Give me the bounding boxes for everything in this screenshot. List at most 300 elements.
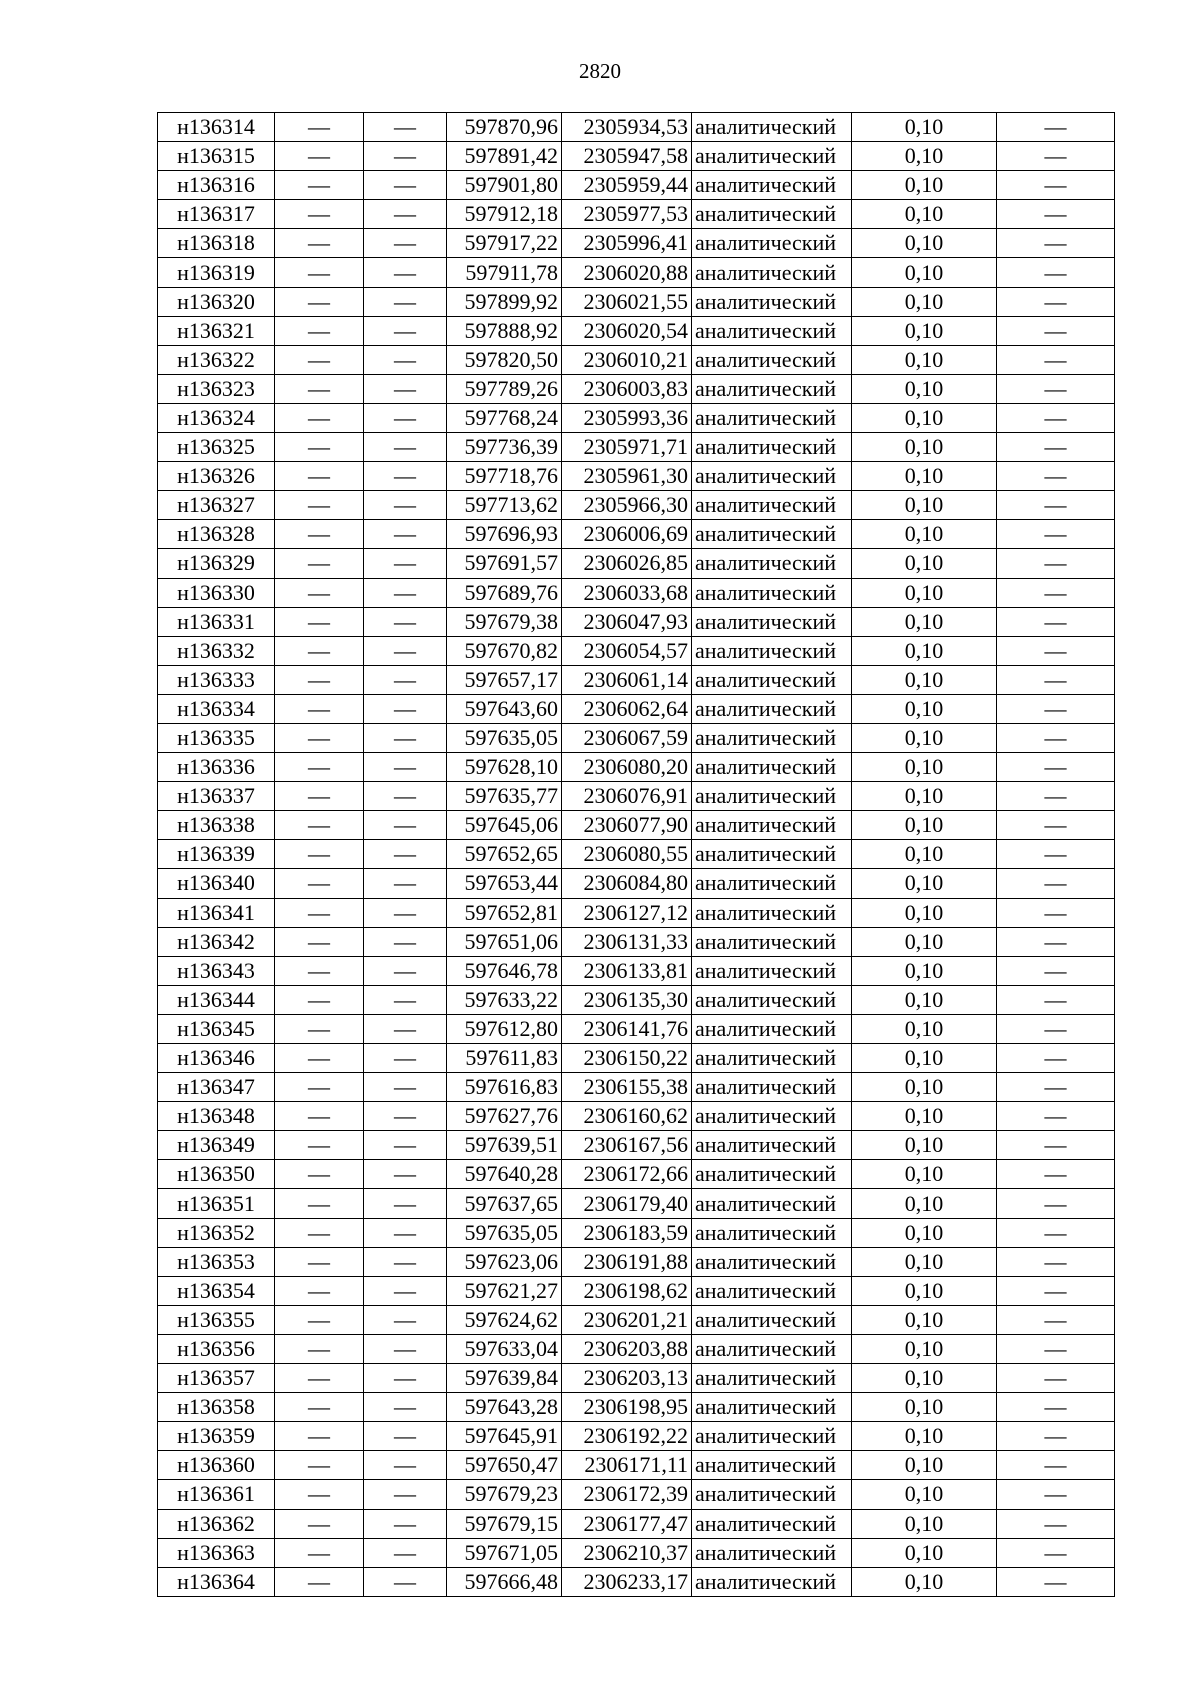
old-y-cell: —	[364, 1334, 447, 1363]
table-row	[158, 345, 1115, 374]
table-row	[158, 549, 1115, 578]
x-coordinate-cell: 597696,93	[447, 520, 562, 549]
x-coordinate-cell: 597637,65	[447, 1189, 562, 1218]
error-cell: 0,10	[852, 840, 997, 869]
table-row	[158, 1131, 1115, 1160]
point-number-cell: н136362	[158, 1509, 275, 1538]
old-y-cell: —	[364, 1480, 447, 1509]
table-row	[158, 316, 1115, 345]
table-row	[158, 171, 1115, 200]
error-cell: 0,10	[852, 316, 997, 345]
error-cell: 0,10	[852, 723, 997, 752]
point-number-cell: н136351	[158, 1189, 275, 1218]
table-row	[158, 520, 1115, 549]
old-x-cell: —	[275, 1393, 364, 1422]
x-coordinate-cell: 597666,48	[447, 1567, 562, 1596]
point-number-cell: н136333	[158, 665, 275, 694]
old-y-cell: —	[364, 985, 447, 1014]
method-cell: аналитический	[692, 258, 852, 287]
error-cell: 0,10	[852, 1509, 997, 1538]
old-y-cell: —	[364, 1567, 447, 1596]
error-cell: 0,10	[852, 142, 997, 171]
old-y-cell: —	[364, 811, 447, 840]
old-y-cell: —	[364, 491, 447, 520]
old-y-cell: —	[364, 869, 447, 898]
point-number-cell: н136316	[158, 171, 275, 200]
error-cell: 0,10	[852, 607, 997, 636]
old-y-cell: —	[364, 113, 447, 142]
old-x-cell: —	[275, 869, 364, 898]
error-cell: 0,10	[852, 345, 997, 374]
method-cell: аналитический	[692, 403, 852, 432]
error-cell: 0,10	[852, 869, 997, 898]
method-cell: аналитический	[692, 113, 852, 142]
table-row	[158, 869, 1115, 898]
old-y-cell: —	[364, 1538, 447, 1567]
x-coordinate-cell: 597633,22	[447, 985, 562, 1014]
method-cell: аналитический	[692, 316, 852, 345]
old-y-cell: —	[364, 1451, 447, 1480]
old-x-cell: —	[275, 1567, 364, 1596]
description-cell: —	[997, 1567, 1115, 1596]
x-coordinate-cell: 597689,76	[447, 578, 562, 607]
old-x-cell: —	[275, 1451, 364, 1480]
y-coordinate-cell: 2306172,39	[562, 1480, 692, 1509]
point-number-cell: н136318	[158, 229, 275, 258]
point-number-cell: н136330	[158, 578, 275, 607]
description-cell: —	[997, 927, 1115, 956]
table-row	[158, 753, 1115, 782]
error-cell: 0,10	[852, 578, 997, 607]
old-y-cell: —	[364, 753, 447, 782]
description-cell: —	[997, 433, 1115, 462]
x-coordinate-cell: 597691,57	[447, 549, 562, 578]
old-y-cell: —	[364, 1509, 447, 1538]
error-cell: 0,10	[852, 287, 997, 316]
old-x-cell: —	[275, 985, 364, 1014]
x-coordinate-cell: 597917,22	[447, 229, 562, 258]
old-x-cell: —	[275, 374, 364, 403]
old-y-cell: —	[364, 840, 447, 869]
old-y-cell: —	[364, 433, 447, 462]
old-x-cell: —	[275, 433, 364, 462]
coordinates-table	[157, 112, 1115, 1597]
method-cell: аналитический	[692, 520, 852, 549]
description-cell: —	[997, 1247, 1115, 1276]
old-x-cell: —	[275, 898, 364, 927]
description-cell: —	[997, 1334, 1115, 1363]
y-coordinate-cell: 2306061,14	[562, 665, 692, 694]
description-cell: —	[997, 578, 1115, 607]
error-cell: 0,10	[852, 1131, 997, 1160]
description-cell: —	[997, 113, 1115, 142]
x-coordinate-cell: 597651,06	[447, 927, 562, 956]
old-x-cell: —	[275, 578, 364, 607]
y-coordinate-cell: 2306201,21	[562, 1305, 692, 1334]
point-number-cell: н136354	[158, 1276, 275, 1305]
table-row	[158, 1014, 1115, 1043]
description-cell: —	[997, 1480, 1115, 1509]
point-number-cell: н136357	[158, 1364, 275, 1393]
table-row	[158, 1073, 1115, 1102]
error-cell: 0,10	[852, 1189, 997, 1218]
method-cell: аналитический	[692, 549, 852, 578]
table-body	[158, 113, 1115, 1597]
point-number-cell: н136359	[158, 1422, 275, 1451]
error-cell: 0,10	[852, 665, 997, 694]
error-cell: 0,10	[852, 374, 997, 403]
old-y-cell: —	[364, 1393, 447, 1422]
old-y-cell: —	[364, 520, 447, 549]
y-coordinate-cell: 2306198,95	[562, 1393, 692, 1422]
method-cell: аналитический	[692, 1480, 852, 1509]
error-cell: 0,10	[852, 1567, 997, 1596]
description-cell: —	[997, 1131, 1115, 1160]
description-cell: —	[997, 1364, 1115, 1393]
error-cell: 0,10	[852, 258, 997, 287]
y-coordinate-cell: 2305947,58	[562, 142, 692, 171]
table-row	[158, 433, 1115, 462]
old-x-cell: —	[275, 1160, 364, 1189]
y-coordinate-cell: 2306076,91	[562, 782, 692, 811]
y-coordinate-cell: 2306084,80	[562, 869, 692, 898]
old-y-cell: —	[364, 345, 447, 374]
point-number-cell: н136345	[158, 1014, 275, 1043]
y-coordinate-cell: 2306233,17	[562, 1567, 692, 1596]
table-row	[158, 782, 1115, 811]
description-cell: —	[997, 956, 1115, 985]
point-number-cell: н136350	[158, 1160, 275, 1189]
old-x-cell: —	[275, 811, 364, 840]
y-coordinate-cell: 2306172,66	[562, 1160, 692, 1189]
old-x-cell: —	[275, 665, 364, 694]
description-cell: —	[997, 898, 1115, 927]
table-row	[158, 200, 1115, 229]
y-coordinate-cell: 2306127,12	[562, 898, 692, 927]
x-coordinate-cell: 597639,84	[447, 1364, 562, 1393]
description-cell: —	[997, 636, 1115, 665]
x-coordinate-cell: 597899,92	[447, 287, 562, 316]
table-row	[158, 1393, 1115, 1422]
error-cell: 0,10	[852, 1276, 997, 1305]
description-cell: —	[997, 549, 1115, 578]
y-coordinate-cell: 2305959,44	[562, 171, 692, 200]
description-cell: —	[997, 723, 1115, 752]
description-cell: —	[997, 520, 1115, 549]
old-y-cell: —	[364, 636, 447, 665]
method-cell: аналитический	[692, 869, 852, 898]
method-cell: аналитический	[692, 200, 852, 229]
old-y-cell: —	[364, 927, 447, 956]
old-y-cell: —	[364, 665, 447, 694]
method-cell: аналитический	[692, 345, 852, 374]
y-coordinate-cell: 2306135,30	[562, 985, 692, 1014]
y-coordinate-cell: 2305977,53	[562, 200, 692, 229]
x-coordinate-cell: 597640,28	[447, 1160, 562, 1189]
y-coordinate-cell: 2305961,30	[562, 462, 692, 491]
error-cell: 0,10	[852, 811, 997, 840]
x-coordinate-cell: 597627,76	[447, 1102, 562, 1131]
table-row	[158, 1102, 1115, 1131]
description-cell: —	[997, 345, 1115, 374]
method-cell: аналитический	[692, 782, 852, 811]
point-number-cell: н136324	[158, 403, 275, 432]
point-number-cell: н136355	[158, 1305, 275, 1334]
error-cell: 0,10	[852, 491, 997, 520]
point-number-cell: н136358	[158, 1393, 275, 1422]
description-cell: —	[997, 1276, 1115, 1305]
old-x-cell: —	[275, 782, 364, 811]
point-number-cell: н136334	[158, 694, 275, 723]
x-coordinate-cell: 597911,78	[447, 258, 562, 287]
table-row	[158, 462, 1115, 491]
table-row	[158, 694, 1115, 723]
old-x-cell: —	[275, 1422, 364, 1451]
description-cell: —	[997, 374, 1115, 403]
point-number-cell: н136361	[158, 1480, 275, 1509]
point-number-cell: н136342	[158, 927, 275, 956]
table-row	[158, 723, 1115, 752]
error-cell: 0,10	[852, 1014, 997, 1043]
method-cell: аналитический	[692, 898, 852, 927]
method-cell: аналитический	[692, 1393, 852, 1422]
method-cell: аналитический	[692, 723, 852, 752]
old-y-cell: —	[364, 403, 447, 432]
method-cell: аналитический	[692, 1334, 852, 1363]
old-y-cell: —	[364, 723, 447, 752]
error-cell: 0,10	[852, 1044, 997, 1073]
point-number-cell: н136340	[158, 869, 275, 898]
table-row	[158, 1276, 1115, 1305]
table-row	[158, 956, 1115, 985]
old-x-cell: —	[275, 1247, 364, 1276]
error-cell: 0,10	[852, 927, 997, 956]
x-coordinate-cell: 597670,82	[447, 636, 562, 665]
x-coordinate-cell: 597639,51	[447, 1131, 562, 1160]
description-cell: —	[997, 258, 1115, 287]
old-x-cell: —	[275, 258, 364, 287]
old-y-cell: —	[364, 1305, 447, 1334]
old-y-cell: —	[364, 1160, 447, 1189]
y-coordinate-cell: 2306210,37	[562, 1538, 692, 1567]
method-cell: аналитический	[692, 462, 852, 491]
error-cell: 0,10	[852, 462, 997, 491]
point-number-cell: н136364	[158, 1567, 275, 1596]
method-cell: аналитический	[692, 694, 852, 723]
table-row	[158, 898, 1115, 927]
x-coordinate-cell: 597650,47	[447, 1451, 562, 1480]
point-number-cell: н136325	[158, 433, 275, 462]
point-number-cell: н136344	[158, 985, 275, 1014]
method-cell: аналитический	[692, 1451, 852, 1480]
old-x-cell: —	[275, 287, 364, 316]
x-coordinate-cell: 597657,17	[447, 665, 562, 694]
description-cell: —	[997, 171, 1115, 200]
table-row	[158, 1567, 1115, 1596]
old-x-cell: —	[275, 753, 364, 782]
description-cell: —	[997, 1538, 1115, 1567]
table-row	[158, 1364, 1115, 1393]
error-cell: 0,10	[852, 171, 997, 200]
description-cell: —	[997, 287, 1115, 316]
point-number-cell: н136315	[158, 142, 275, 171]
method-cell: аналитический	[692, 433, 852, 462]
description-cell: —	[997, 1218, 1115, 1247]
description-cell: —	[997, 229, 1115, 258]
old-x-cell: —	[275, 491, 364, 520]
description-cell: —	[997, 1014, 1115, 1043]
table-row	[158, 1247, 1115, 1276]
table-row	[158, 1218, 1115, 1247]
description-cell: —	[997, 462, 1115, 491]
old-x-cell: —	[275, 113, 364, 142]
old-x-cell: —	[275, 1073, 364, 1102]
table-row	[158, 840, 1115, 869]
x-coordinate-cell: 597820,50	[447, 345, 562, 374]
old-x-cell: —	[275, 403, 364, 432]
old-x-cell: —	[275, 1364, 364, 1393]
method-cell: аналитический	[692, 229, 852, 258]
description-cell: —	[997, 1393, 1115, 1422]
point-number-cell: н136323	[158, 374, 275, 403]
method-cell: аналитический	[692, 665, 852, 694]
table-row	[158, 1538, 1115, 1567]
point-number-cell: н136349	[158, 1131, 275, 1160]
table-row	[158, 665, 1115, 694]
x-coordinate-cell: 597652,81	[447, 898, 562, 927]
old-x-cell: —	[275, 345, 364, 374]
x-coordinate-cell: 597635,05	[447, 723, 562, 752]
x-coordinate-cell: 597633,04	[447, 1334, 562, 1363]
old-y-cell: —	[364, 287, 447, 316]
method-cell: аналитический	[692, 1247, 852, 1276]
method-cell: аналитический	[692, 956, 852, 985]
point-number-cell: н136326	[158, 462, 275, 491]
description-cell: —	[997, 607, 1115, 636]
x-coordinate-cell: 597624,62	[447, 1305, 562, 1334]
y-coordinate-cell: 2306021,55	[562, 287, 692, 316]
method-cell: аналитический	[692, 171, 852, 200]
old-y-cell: —	[364, 258, 447, 287]
old-y-cell: —	[364, 1247, 447, 1276]
old-y-cell: —	[364, 229, 447, 258]
old-x-cell: —	[275, 1334, 364, 1363]
point-number-cell: н136317	[158, 200, 275, 229]
table-row	[158, 636, 1115, 665]
error-cell: 0,10	[852, 1160, 997, 1189]
point-number-cell: н136319	[158, 258, 275, 287]
y-coordinate-cell: 2305996,41	[562, 229, 692, 258]
point-number-cell: н136343	[158, 956, 275, 985]
point-number-cell: н136363	[158, 1538, 275, 1567]
x-coordinate-cell: 597679,38	[447, 607, 562, 636]
error-cell: 0,10	[852, 985, 997, 1014]
old-x-cell: —	[275, 142, 364, 171]
error-cell: 0,10	[852, 1334, 997, 1363]
error-cell: 0,10	[852, 753, 997, 782]
old-y-cell: —	[364, 462, 447, 491]
point-number-cell: н136320	[158, 287, 275, 316]
y-coordinate-cell: 2306171,11	[562, 1451, 692, 1480]
point-number-cell: н136314	[158, 113, 275, 142]
error-cell: 0,10	[852, 403, 997, 432]
old-x-cell: —	[275, 1305, 364, 1334]
method-cell: аналитический	[692, 1160, 852, 1189]
old-y-cell: —	[364, 1014, 447, 1043]
point-number-cell: н136332	[158, 636, 275, 665]
table-row	[158, 1451, 1115, 1480]
old-x-cell: —	[275, 171, 364, 200]
y-coordinate-cell: 2306160,62	[562, 1102, 692, 1131]
error-cell: 0,10	[852, 694, 997, 723]
table-row	[158, 927, 1115, 956]
method-cell: аналитический	[692, 1131, 852, 1160]
method-cell: аналитический	[692, 927, 852, 956]
y-coordinate-cell: 2306133,81	[562, 956, 692, 985]
old-x-cell: —	[275, 1509, 364, 1538]
y-coordinate-cell: 2305934,53	[562, 113, 692, 142]
point-number-cell: н136341	[158, 898, 275, 927]
x-coordinate-cell: 597789,26	[447, 374, 562, 403]
method-cell: аналитический	[692, 1364, 852, 1393]
table-row	[158, 1044, 1115, 1073]
point-number-cell: н136346	[158, 1044, 275, 1073]
x-coordinate-cell: 597645,06	[447, 811, 562, 840]
error-cell: 0,10	[852, 1305, 997, 1334]
method-cell: аналитический	[692, 1044, 852, 1073]
description-cell: —	[997, 869, 1115, 898]
x-coordinate-cell: 597616,83	[447, 1073, 562, 1102]
x-coordinate-cell: 597736,39	[447, 433, 562, 462]
point-number-cell: н136347	[158, 1073, 275, 1102]
old-y-cell: —	[364, 1073, 447, 1102]
page-number: 2820	[579, 59, 621, 83]
error-cell: 0,10	[852, 1422, 997, 1451]
description-cell: —	[997, 782, 1115, 811]
table-row	[158, 985, 1115, 1014]
table-row	[158, 403, 1115, 432]
old-y-cell: —	[364, 1189, 447, 1218]
error-cell: 0,10	[852, 1538, 997, 1567]
point-number-cell: н136337	[158, 782, 275, 811]
old-x-cell: —	[275, 927, 364, 956]
old-y-cell: —	[364, 1364, 447, 1393]
x-coordinate-cell: 597653,44	[447, 869, 562, 898]
y-coordinate-cell: 2306026,85	[562, 549, 692, 578]
old-x-cell: —	[275, 636, 364, 665]
method-cell: аналитический	[692, 142, 852, 171]
old-y-cell: —	[364, 142, 447, 171]
method-cell: аналитический	[692, 1014, 852, 1043]
description-cell: —	[997, 1044, 1115, 1073]
description-cell: —	[997, 403, 1115, 432]
old-y-cell: —	[364, 607, 447, 636]
x-coordinate-cell: 597912,18	[447, 200, 562, 229]
x-coordinate-cell: 597713,62	[447, 491, 562, 520]
description-cell: —	[997, 1073, 1115, 1102]
table-row	[158, 142, 1115, 171]
method-cell: аналитический	[692, 1538, 852, 1567]
method-cell: аналитический	[692, 578, 852, 607]
old-x-cell: —	[275, 316, 364, 345]
table-row	[158, 578, 1115, 607]
x-coordinate-cell: 597888,92	[447, 316, 562, 345]
error-cell: 0,10	[852, 433, 997, 462]
description-cell: —	[997, 753, 1115, 782]
description-cell: —	[997, 1509, 1115, 1538]
point-number-cell: н136328	[158, 520, 275, 549]
error-cell: 0,10	[852, 1102, 997, 1131]
